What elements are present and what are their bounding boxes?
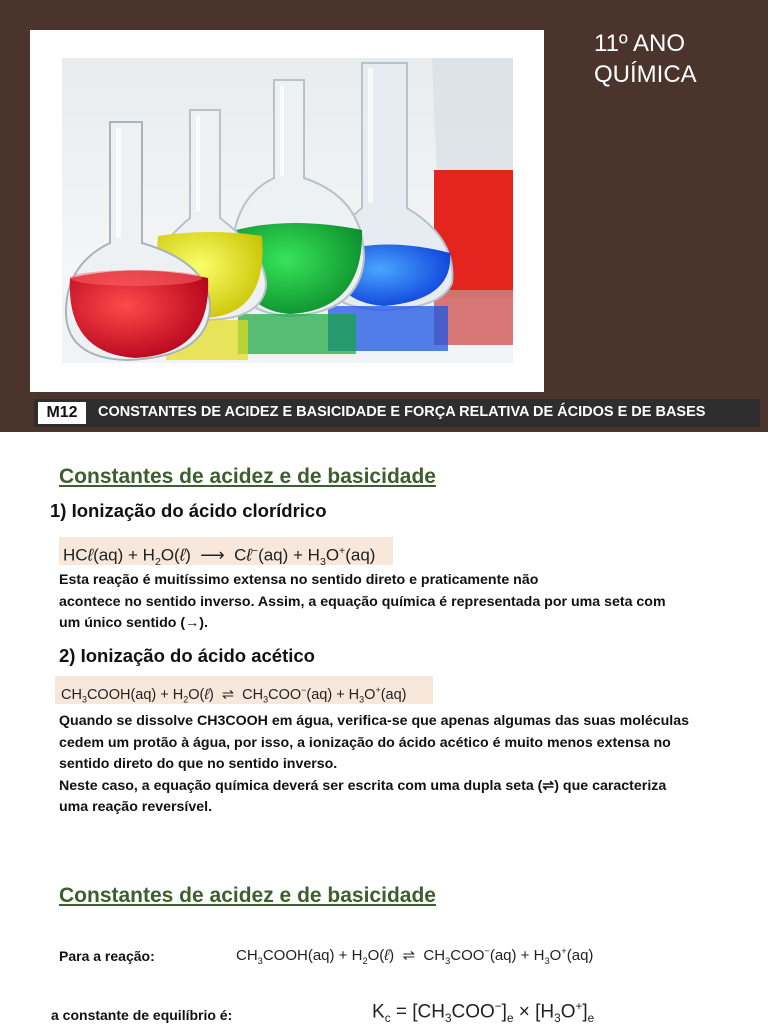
equation-acetic: $CH_3COOH(aq)$ + $H_2O(\ell)$ ⇌ $CH_3COO^-(aq) + H_3O^+(aq)$ — [55, 676, 433, 704]
paragraph-line: um único sentido (→). — [59, 615, 208, 631]
module-code-badge: M12 — [38, 402, 86, 424]
paragraph-acetic — [59, 711, 689, 819]
paragraph-line: acontece no sentido inverso. Assim, a equação química é representada por uma seta com — [59, 593, 666, 610]
paragraph-line: Neste caso, a equação química deverá ser escrita com uma dupla seta (⇌) que caracteriza — [59, 777, 667, 794]
paragraph-hcl — [59, 570, 666, 635]
equilibrium-constant-expression: $K_c = [CH_3COO^-]_e \times [H_3O^+]_e$ — [372, 1000, 595, 1025]
item-heading-acetic: 2) Ionização do ácido acético — [59, 645, 315, 666]
section-title: Constantes de acidez e de basicidade — [59, 465, 436, 488]
reaction-label: Para a reação: — [59, 948, 155, 964]
constant-label: a constante de equilíbrio é: — [51, 1007, 233, 1023]
paragraph-line: cedem um protão à água, por isso, a ionização do ácido acético é muito menos extensa no — [59, 734, 671, 751]
paragraph-line: sentido direto do que no sentido inverso. — [59, 756, 338, 772]
module-title: CONSTANTES DE ACIDEZ E BASICIDADE E FORÇA RELATIVA DE ÁCIDOS E DE BASES — [98, 404, 706, 420]
equation-acetic-2: $CH_3COOH(aq)$ + $H_2O(\ell)$ ⇌ $CH_3COO^-(aq) + H_3O^+(aq)$ — [236, 946, 594, 966]
section-title-2: Constantes de acidez e de basicidade — [59, 884, 436, 907]
lab-flasks-image — [62, 58, 513, 363]
paragraph-line: Quando se dissolve CH3COOH em água, verifica-se que apenas algumas das suas moléculas — [59, 713, 690, 729]
subject-label: QUÍMICA — [594, 61, 697, 88]
paragraph-line: Esta reação é muitíssimo extensa no sentido direto e praticamente não — [59, 572, 539, 588]
equation-hcl: HCℓ(aq) + $H_2O(\ell)$ ⟶ Cℓ−(aq) + $H_3O^+(aq)$ — [59, 537, 393, 565]
grade-heading — [594, 28, 697, 90]
grade-label: 11º ANO — [594, 30, 686, 57]
item-heading-hcl: 1) Ionização do ácido clorídrico — [50, 500, 327, 521]
paragraph-line: uma reação reversível. — [59, 799, 213, 815]
